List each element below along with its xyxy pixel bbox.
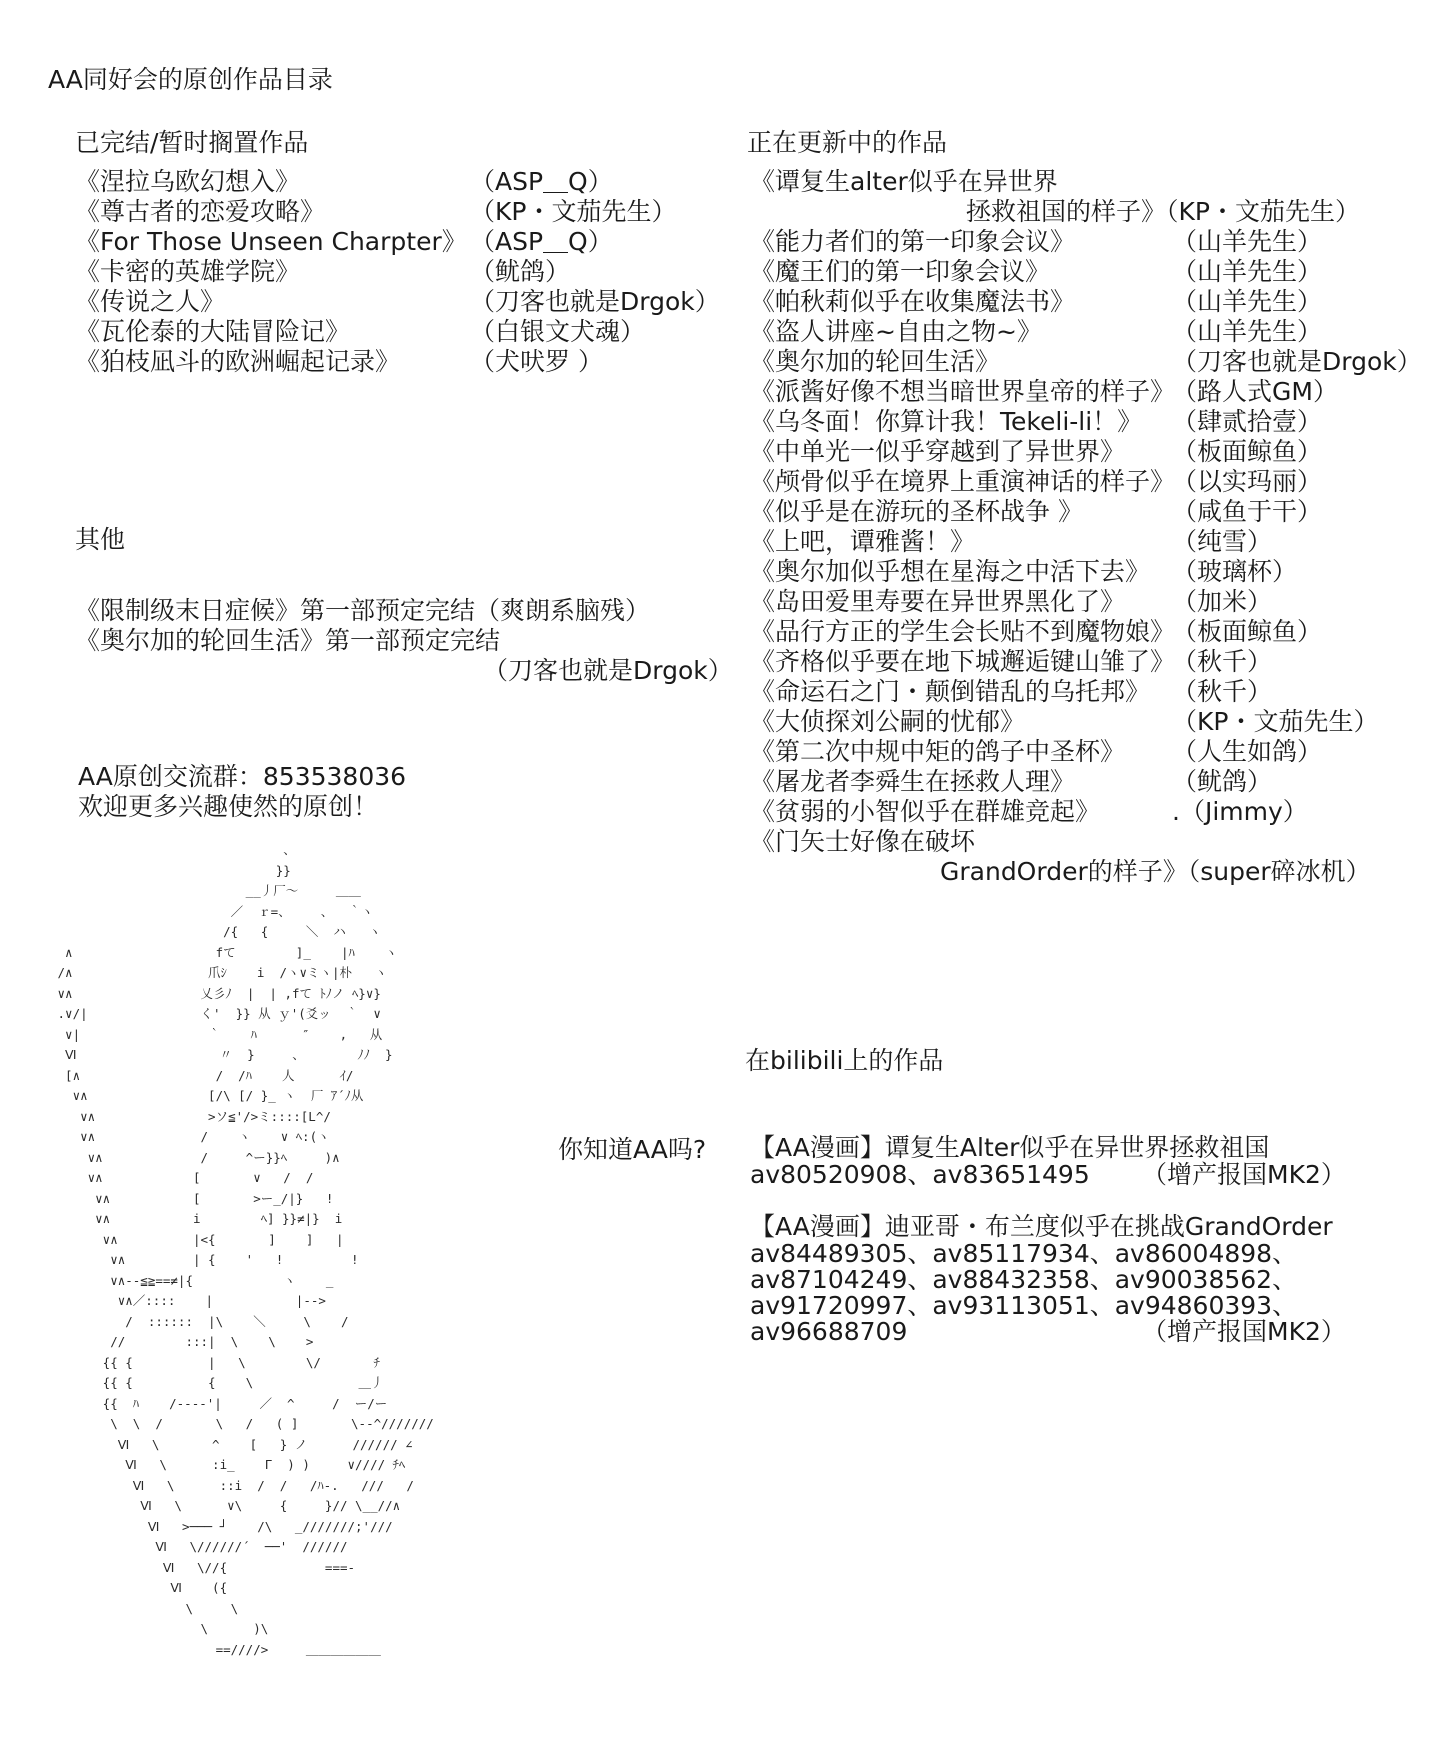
work-author: （人生如鸽） <box>1172 737 1323 766</box>
other-line-1: 《限制级末日症候》第一部预定完结（爽朗系脑残） <box>75 596 651 625</box>
list-item <box>750 257 1450 287</box>
work-author: （肆贰拾壹） <box>1172 407 1323 436</box>
work-title: 《乌冬面！你算计我！Tekeli-li！》 <box>750 407 1143 436</box>
list-item <box>750 377 1450 407</box>
ascii-art-figure: 、 }} __丿厂～ ＿＿ ／ ｒ=、 、 ｀ヽ /{ { ＼ ハ ヽ ∧ fて ]_ |ﾊ ヽ /∧ 爪ｼ i /ヽ∨ミヽ|朴 ヽ ∨∧ 乂彡ﾉ | | ,fて ﾄﾉノ ﾍ}∨} .∨/| く' }} 从 ｙ'(爻ッ ｀ ∨ ∨| ｀ ﾊ ″ , 从 Ⅵ 〃 } 、 ﾉﾉ } [∧ / /ﾊ 人 ｲ/ ∨∧ [/\ [/ }_ ヽ 厂 ｱ´ﾉ从 ∨∧ >ソ≦'/>ミ::::[L^/ ∨∧ / ヽ ∨ ﾍ:(ヽ ∨∧ / ^ー}}ﾍ )∧ ∨∧ [ ∨ / / ∨∧ [ >ー_/|} ! ∨∧ i ﾍ] }}≠|} i ∨∧ |<{ ] ] | ∨∧ | { ' ! ! ∨∧--≦≧==≠|{ ヽ _ ∨∧／:::: | |--> / :::::: |\ ＼ \ / // :::| \ \ > {{ { | \ \/ ﾁ {{ { { \ ＿丿 {{ ﾊ /----'| ／ ^ / ー/ー \ \ / \ / ( ] \--^/////// Ⅵ \ ^ [ } ノ ////// ∠ Ⅵ \ :i_ Γ ) ) ∨//// ﾁﾍ Ⅵ \ ::i / / /ﾊ-. /// / Ⅵ \ ∨\ { }// \__//∧ Ⅵ >─── ┘ /\ _///////;'/// Ⅵ \//////´ ──' ////// Ⅵ \//{ ===- Ⅵ ({ \ \ \ )\ ==////> ＿＿＿＿＿＿ <box>57 842 434 1657</box>
work-title: 《大侦探刘公嗣的忧郁》 <box>750 707 1026 736</box>
work-title: 《瓦伦泰的大陆冒险记》 <box>75 317 351 346</box>
work-author: （山羊先生） <box>1172 257 1323 286</box>
list-item <box>750 437 1450 467</box>
work-title: 《涅拉乌欧幻想入》 <box>75 167 301 196</box>
updating-first-line: 《谭复生alter似乎在异世界 <box>750 167 1058 196</box>
updating-last-line-2: GrandOrder的样子》（super碎冰机） <box>940 857 1371 886</box>
other-line-3: （刀客也就是Drgok） <box>483 656 733 685</box>
list-item <box>75 227 775 257</box>
work-author: （鱿鸽） <box>1172 767 1273 796</box>
work-author: （玻璃杯） <box>1172 557 1298 586</box>
list-item <box>750 767 1450 797</box>
work-title: 《颅骨似乎在境界上重演神话的样子》 <box>750 467 1176 496</box>
work-author: （刀客也就是Drgok） <box>470 287 720 316</box>
bilibili-work1-author: （增产报国MK2） <box>1142 1160 1346 1189</box>
page-title: AA同好会的原创作品目录 <box>48 65 333 94</box>
list-item <box>750 737 1450 767</box>
work-title: 《品行方正的学生会长贴不到魔物娘》 <box>750 617 1176 646</box>
work-author: .（Jimmy） <box>1172 797 1308 826</box>
work-author: （以实玛丽） <box>1172 467 1323 496</box>
work-author: （板面鲸鱼） <box>1172 617 1323 646</box>
work-title: 《似乎是在游玩的圣杯战争 》 <box>750 497 1083 526</box>
list-item <box>750 557 1450 587</box>
work-author: （KP・文茄先生） <box>470 197 677 226</box>
bilibili-work2-ids-1: av84489305、av85117934、av86004898、 <box>750 1239 1298 1268</box>
work-title: 《上吧，谭雅酱！》 <box>750 527 976 556</box>
work-author: （秋千） <box>1172 677 1273 706</box>
other-line-2: 《奥尔加的轮回生活》第一部预定完结 <box>75 626 501 655</box>
list-item <box>750 647 1450 677</box>
work-title: 《狛枝凪斗的欧洲崛起记录》 <box>75 347 401 376</box>
work-author: （山羊先生） <box>1172 227 1323 256</box>
list-item <box>75 287 775 317</box>
work-title: 《能力者们的第一印象会议》 <box>750 227 1076 256</box>
work-author: （路人式GM） <box>1172 377 1338 406</box>
list-item <box>75 347 775 377</box>
list-item <box>75 197 775 227</box>
work-title: 《奥尔加似乎想在星海之中活下去》 <box>750 557 1151 586</box>
work-author: （白银文犬魂） <box>470 317 646 346</box>
work-title: 《传说之人》 <box>75 287 226 316</box>
list-item <box>75 317 775 347</box>
list-item <box>750 707 1450 737</box>
work-title: 《中单光一似乎穿越到了异世界》 <box>750 437 1126 466</box>
work-author: （ASP＿Q） <box>470 167 613 196</box>
work-title: 《卡密的英雄学院》 <box>75 257 301 286</box>
list-item <box>750 617 1450 647</box>
group-line-1: AA原创交流群：853538036 <box>78 762 407 791</box>
work-title: 《尊古者的恋爱攻略》 <box>75 197 326 226</box>
list-item <box>750 347 1450 377</box>
work-author: （KP・文茄先生） <box>1172 707 1379 736</box>
work-author: （犬吠罗 ） <box>470 347 603 376</box>
bilibili-work2-ids-2: av87104249、av88432358、av90038562、 <box>750 1265 1298 1294</box>
work-title: 《齐格似乎要在地下城邂逅键山雏了》 <box>750 647 1176 676</box>
list-item <box>750 287 1450 317</box>
bilibili-work2-ids-4: av96688709 <box>750 1317 908 1346</box>
work-title: 《帕秋莉似乎在收集魔法书》 <box>750 287 1076 316</box>
work-title: 《魔王们的第一印象会议》 <box>750 257 1051 286</box>
list-item <box>750 317 1450 347</box>
list-item <box>75 167 775 197</box>
other-heading: 其他 <box>75 525 126 554</box>
list-item <box>750 527 1450 557</box>
work-title: 《For Those Unseen Charpter》 <box>75 227 467 256</box>
updating-last-line: 《门矢士好像在破坏 <box>750 827 976 856</box>
work-author: （山羊先生） <box>1172 317 1323 346</box>
work-author: （纯雪） <box>1172 527 1273 556</box>
list-item <box>750 407 1450 437</box>
work-author: （咸鱼于干） <box>1172 497 1323 526</box>
work-title: 《岛田爱里寿要在异世界黑化了》 <box>750 587 1126 616</box>
work-author: （加米） <box>1172 587 1273 616</box>
work-title: 《派酱好像不想当暗世界皇帝的样子》 <box>750 377 1176 406</box>
question-text: 你知道AA吗? <box>558 1135 707 1164</box>
list-item <box>750 497 1450 527</box>
bilibili-work1-title: 【AA漫画】谭复生Alter似乎在异世界拯救祖国 <box>750 1133 1270 1162</box>
updating-first-line-2: 拯救祖国的样子》（KP・文茄先生） <box>966 197 1360 226</box>
bilibili-work1-ids: av80520908、av83651495 <box>750 1160 1090 1189</box>
bilibili-heading: 在bilibili上的作品 <box>745 1046 944 1075</box>
work-title: 《屠龙者李舜生在拯救人理》 <box>750 767 1076 796</box>
work-author: （板面鲸鱼） <box>1172 437 1323 466</box>
list-item <box>750 797 1450 827</box>
work-author: （刀客也就是Drgok） <box>1172 347 1422 376</box>
work-title: 《第二次中规中矩的鸽子中圣杯》 <box>750 737 1126 766</box>
completed-heading: 已完结/暂时搁置作品 <box>75 128 309 157</box>
work-title: 《命运石之门・颠倒错乱的乌托邦》 <box>750 677 1151 706</box>
work-author: （鱿鸽） <box>470 257 571 286</box>
bilibili-work2-title: 【AA漫画】迪亚哥・布兰度似乎在挑战GrandOrder <box>750 1212 1333 1241</box>
list-item <box>75 257 775 287</box>
group-line-2: 欢迎更多兴趣使然的原创！ <box>78 792 379 821</box>
work-title: 《奥尔加的轮回生活》 <box>750 347 1001 376</box>
list-item <box>750 227 1450 257</box>
work-author: （秋千） <box>1172 647 1273 676</box>
work-title: 《贫弱的小智似乎在群雄竞起》 <box>750 797 1101 826</box>
work-author: （ASP＿Q） <box>470 227 613 256</box>
list-item <box>750 587 1450 617</box>
work-title: 《盗人讲座~自由之物~》 <box>750 317 1042 346</box>
list-item <box>750 467 1450 497</box>
bilibili-work2-ids-3: av91720997、av93113051、av94860393、 <box>750 1291 1298 1320</box>
bilibili-work2-author: （增产报国MK2） <box>1142 1317 1346 1346</box>
list-item <box>750 677 1450 707</box>
work-author: （山羊先生） <box>1172 287 1323 316</box>
updating-heading: 正在更新中的作品 <box>747 128 948 157</box>
